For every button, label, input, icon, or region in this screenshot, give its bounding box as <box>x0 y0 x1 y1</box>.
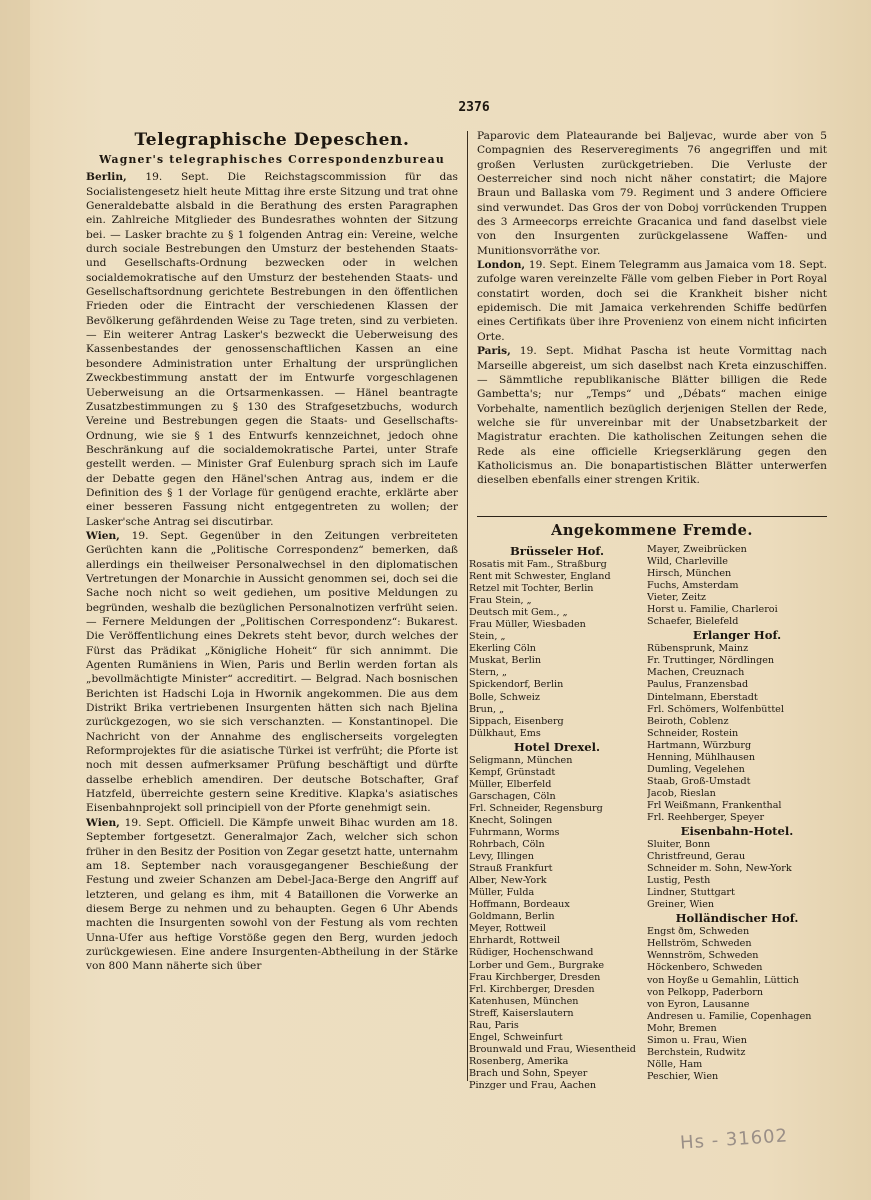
dispatch-paragraph <box>477 129 827 258</box>
section-rule <box>477 516 827 517</box>
guest-entry: Dumling, Vegelehen <box>647 763 745 775</box>
guest-entry: Brach und Sohn, Speyer <box>469 1067 588 1079</box>
guest-entry: Streff, Kaiserslautern <box>469 1007 574 1019</box>
guest-entry: Dintelmann, Eberstadt <box>647 691 758 703</box>
guest-entry: Frl. Schneider, Regensburg <box>469 802 603 814</box>
guest-entry: Christfreund, Gerau <box>647 851 746 863</box>
dispatch-text: 19. Sept. Gegenüber in den Zeitungen verbreiteten Gerüchten kann die „Politische Correspondenz“ bemerken, daß allerdings ein theilweiser Personalwechsel in den diplomatischen Vertretungen der Monarchie in Aussicht genommen sei, doch sei die Sache noch nicht so weit gediehen, um positive Meldungen zu begründen, weshalb die bezüglichen Personalnotizen verfrüht seien. — Fernere Meldungen der „Politischen Correspondenz“: Bukarest. Die Veröffentlichung eines Dekrets steht bevor, durch welches der Fürst das Prädikat „Königliche Hoheit“ für sich annimmt. Die Agenten Rumäniens in Wien, Paris und Berlin werden fortan als „bevollmächtigte Minister“ accreditirt. — Belgrad. Nach bosnischen Berichten ist Hadschi Loja in Hwornik angekommen. Die aus dem Distrikt Brika vertriebenen Insurgenten hätten sich nach Bjelina zurückgezogen, wo sie sich verschanzten. — Konstantinopel. Die Nachricht von der Annahme des englischerseits vorgelegten Reformprojektes für die asiatische Türkei ist verfrüht; die Pforte ist noch mit dessen aufmerksamer Prüfung beschäftigt und dürfte dasselbe erheblich amendiren. Der deutsche Botschafter, Graf Hatzfeld, überreichte gestern seine Kreditive. Klapka's asiatisches Eisenbahnprojekt soll principiell von der Pforte genehmigt sein. <box>86 529 458 815</box>
guest-entry: Müller, Fulda <box>469 887 535 899</box>
guest-entry: Paulus, Franzensbad <box>647 679 749 691</box>
guest-entry: Beiroth, Coblenz <box>647 715 729 727</box>
guest-entry: Rent mit Schwester, England <box>469 571 611 583</box>
guest-entry: Rau, Paris <box>469 1019 519 1031</box>
dispatch-dateline: Wien, <box>86 816 120 829</box>
dispatch-text: 19. Sept. Midhat Pascha ist heute Vormittag nach Marseille abgereist, um sich daselbst nach Kreta einzuschiffen. — Sämmtliche republikanische Blätter billigen die Rede Gambetta's; nur „Temps“ und „Débats“ machen einige Vorbehalte, namentlich bezüglich derjenigen Stellen der Rede, welche sie für unvereinbar mit der Unabsetzbarkeit der Magistratur erachten. Die katholischen Zeitungen sehen die Rede als eine officielle Kriegserklärung gegen den Katholicismus an. Die bonapartistischen Blätter unterwerfen dieselben ebenfalls einer strengen Kritik. <box>477 345 827 487</box>
dispatch-dateline: Wien, <box>86 529 120 542</box>
guest-entry: Muskat, Berlin <box>469 655 542 667</box>
guest-entry: Henning, Mühlhausen <box>647 751 755 763</box>
guest-entry: Schaefer, Bielefeld <box>647 616 739 628</box>
left-column <box>86 129 458 974</box>
hotel-heading: Holländischer Hof. <box>675 911 799 926</box>
guest-entry: Frau Müller, Wiesbaden <box>469 619 586 631</box>
guest-entry: Rübensprunk, Mainz <box>647 643 749 655</box>
guest-entry: Staab, Groß-Umstadt <box>647 775 751 787</box>
guest-entry: Hirsch, München <box>647 568 732 580</box>
guest-entry: Höckenbero, Schweden <box>647 962 763 974</box>
guest-entry: Andresen u. Familie, Copenhagen <box>647 1010 812 1022</box>
arrivals-section <box>469 512 827 1124</box>
guest-entry: Mohr, Bremen <box>647 1022 717 1034</box>
dispatch-text: 19. Sept. Einem Telegramm aus Jamaica vom 18. Sept. zufolge waren vereinzelte Fälle vom gelben Fieber in Port Royal constatirt worden, doch sei die Krankheit bisher nicht epidemisch. Die mit Jamaica verkehrenden Schiffe bedürfen eines Certifikats über ihre Provenienz von einem nicht inficirten Orte. <box>477 259 827 343</box>
dispatch-paragraph <box>86 170 458 529</box>
guest-entry: Wennström, Schweden <box>647 950 759 962</box>
dispatch-text: 19. Sept. Die Reichstagscommission für das Socialistengesetz hielt heute Mittag ihre erste Sitzung und trat ohne Generaldebatte alsbald in die Berathung des ersten Paragraphen ein. Zahlreiche Mitglieder des Bundesrathes wohnten der Sitzung bei. — Lasker brachte zu § 1 folgenden Antrag ein: Vereine, welche durch sociale Bestrebungen den Umsturz der bestehenden Staats- und Gesellschafts-Ordnung bezwecken oder in welchen socialdemokratische auf den Umsturz der bestehenden Staats- und Gesellschaftsordnung gerichtete Bestrebungen in den öffentlichen Frieden oder die Eintracht der verschiedenen Klassen der Bevölkerung gefährdenden Weise zu Tage treten, sind zu verbieten. — Ein weiterer Antrag Lasker's bezweckt die Ueberweisung des Kassenbestandes der genossenschaftlichen Kassen an eine besondere Administration unter Erhaltung der ursprünglichen Zweckbestimmung anstatt der im Entwurfe vorgeschlagenen Ueberweisung an die Ortsarmenkassen. — Hänel beantragte Zusatzbestimmungen zu § 130 des Strafgesetzbuchs, wodurch Vereine und Bestrebungen gegen die Staats- und Gesellschafts-Ordnung, wie sie § 1 des Entwurfs kennzeichnet, jedoch ohne Beschränkung auf die socialdemokratische Partei, unter Strafe gestellt werden. — Minister Graf Eulenburg sprach sich im Laufe der Debatte gegen den Hänel'schen Antrag aus, indem er die Definition des § 1 der Vorlage für genügend erachte, erklärte aber einer besseren Fassung nicht entgegentreten zu wollen; der Lasker'sche Antrag sei discutirbar. <box>86 171 458 528</box>
guest-entry: Ehrhardt, Rottweil <box>469 935 561 947</box>
guest-entry: Rüdiger, Hochenschwand <box>469 947 594 959</box>
guest-entry: Frau Kirchberger, Dresden <box>469 971 601 983</box>
guest-entry: Frl. Reehberger, Speyer <box>647 811 765 823</box>
guest-entry: Frl Weißmann, Frankenthal <box>647 799 782 811</box>
guest-entry: Frl. Kirchberger, Dresden <box>469 983 595 995</box>
guest-entry: Garschagen, Cöln <box>469 790 556 802</box>
guest-entry: Rosenberg, Amerika <box>469 1055 569 1067</box>
dispatch-dateline: London, <box>477 259 526 272</box>
hotel-heading: Eisenbahn-Hotel. <box>680 824 794 839</box>
hotel-heading: Brüsseler Hof. <box>510 544 604 558</box>
guest-entry: Horst u. Familie, Charleroi <box>647 604 778 616</box>
guest-entry: Goldmann, Berlin <box>469 911 555 923</box>
guest-entry: Hoffmann, Bordeaux <box>469 899 570 911</box>
guest-entry: Seligmann, München <box>469 754 573 766</box>
guest-entry: Lindner, Stuttgart <box>647 887 735 899</box>
dispatch-paragraph <box>86 816 458 974</box>
guest-entry: Katenhusen, München <box>469 995 579 1007</box>
guest-entry: Brun, „ <box>469 703 505 715</box>
section-subtitle: Wagner's telegraphisches Correspondenzbureau <box>99 153 445 166</box>
guest-entry: Jacob, Rieslan <box>647 787 716 799</box>
guest-entry: Strauß Frankfurt <box>469 863 553 875</box>
guest-entry: Lustig, Pesth <box>647 875 711 887</box>
guest-entry: Schneider, Rostein <box>647 727 739 739</box>
guest-entry: Fuhrmann, Worms <box>469 826 560 838</box>
right-column <box>477 129 827 488</box>
dispatch-list-right <box>477 129 827 488</box>
guest-entry: Meyer, Rottweil <box>469 923 546 935</box>
guest-entry: Hellström, Schweden <box>647 938 752 950</box>
guest-entry: Peschier, Wien <box>647 1070 719 1082</box>
page-number: 2376 <box>458 100 490 115</box>
guest-entry: Lorber und Gem., Burgrake <box>469 959 605 971</box>
guest-entry: Stein, „ <box>469 631 506 643</box>
guest-entry: Berchstein, Rudwitz <box>647 1046 746 1058</box>
guest-entry: Simon u. Frau, Wien <box>647 1034 747 1046</box>
guest-entry: Fr. Truttinger, Nördlingen <box>647 655 775 667</box>
guest-entry: Retzel mit Tochter, Berlin <box>469 583 594 595</box>
guest-entry: Sluiter, Bonn <box>647 839 711 851</box>
guest-entry: Deutsch mit Gem., „ <box>469 607 568 619</box>
guest-entry: von Hoyße u Gemahlin, Lüttich <box>647 974 799 986</box>
dispatch-paragraph <box>477 258 827 344</box>
guest-entry: Vieter, Zeitz <box>647 592 706 604</box>
guest-entry: Kempf, Grünstadt <box>469 766 556 778</box>
guest-entry: Fuchs, Amsterdam <box>647 580 739 592</box>
guest-entry: Alber, New-York <box>469 875 547 887</box>
page-edge-shadow <box>0 0 30 1200</box>
guest-entry: Engst ðm, Schweden <box>647 926 750 938</box>
guest-entry: Levy, Illingen <box>469 851 534 863</box>
arrivals-title: Angekommene Fremde. <box>551 522 753 539</box>
guest-entry: von Eyron, Lausanne <box>647 998 750 1010</box>
guest-entry: Schneider m. Sohn, New-York <box>647 863 792 875</box>
guest-entry: Greiner, Wien <box>647 899 715 911</box>
guest-entry: Machen, Creuznach <box>647 667 745 679</box>
dispatch-paragraph <box>477 344 827 487</box>
guest-entry: Rohrbach, Cöln <box>469 839 545 851</box>
hotel-heading: Erlanger Hof. <box>692 628 782 643</box>
guest-entry: Pinzger und Frau, Aachen <box>469 1079 597 1091</box>
guest-entry: Engel, Schweinfurt <box>469 1031 563 1043</box>
dispatch-paragraph <box>86 529 458 816</box>
column-divider <box>467 131 468 1081</box>
dispatch-dateline: Paris, <box>477 345 511 358</box>
guest-entry: Ekerling Cöln <box>469 643 536 655</box>
guest-entry: Bolle, Schweiz <box>469 691 540 703</box>
guest-entry: Müller, Elberfeld <box>469 778 552 790</box>
dispatch-text: 19. Sept. Officiell. Die Kämpfe unweit Bihac wurden am 18. September fortgesetzt. Generalmajor Zach, welcher sich schon früher in den Besitz der Position von Zegar gesetzt hatte, unternahm am 18. September nach vorausgegangener Beschießung der Festung und zweier Schanzen am Debel-Jaca-Berge den Angriff auf letzteren, und gelang es ihm, mit 4 Bataillonen die Vorwerke an diesem Berge zu nehmen und zu behaupten. Gegen 6 Uhr Abends machten die Insurgenten sowohl von der Festung als vom rechten Unna-Ufer aus heftige Vorstöße gegen den Berg, wurden jedoch zurückgewiesen. Eine andere Insurgenten-Abtheilung in der Stärke von 800 Mann näherte sich über <box>86 816 458 973</box>
guest-entry: Frl. Schömers, Wolfenbüttel <box>647 703 784 715</box>
arrivals-column-2 <box>647 544 827 1083</box>
section-title: Telegraphische Depeschen. <box>134 130 410 150</box>
guest-entry: Rosatis mit Fam., Straßburg <box>469 559 607 570</box>
guest-entry: Sippach, Eisenberg <box>469 715 564 727</box>
hotel-heading: Hotel Drexel. <box>513 739 601 754</box>
dispatch-dateline: Berlin, <box>86 171 127 184</box>
guest-entry: Mayer, Zweibrücken <box>647 544 747 555</box>
guest-entry: Stern, „ <box>469 667 507 679</box>
guest-entry: Brounwald und Frau, Wiesentheid <box>469 1043 636 1055</box>
guest-entry: Spickendorf, Berlin <box>469 679 564 691</box>
guest-entry: Knecht, Solingen <box>469 814 553 826</box>
dispatch-text: Paparovic dem Plateaurande bei Baljevac, wurde aber von 5 Compagnien des Reserveregiments 76 angegriffen und mit großen Verlusten zurückgetrieben. Die Verluste der Oesterreicher sind noch nicht näher constatirt; die Majore Braun und Ballaska vom 79. Regiment und 3 andere Officiere sind verwundet. Das Gros der von Doboj vorrückenden Truppen des 3 Armeecorps erreichte Gracanica und fand daselbst viele von den Insurgenten zurückgelassene Waffen- und Munitionsvorräthe vor. <box>477 130 827 257</box>
guest-entry: Hartmann, Würzburg <box>647 739 752 751</box>
arrivals-column-1 <box>469 544 645 1092</box>
guest-entry: Nölle, Ham <box>647 1058 703 1070</box>
dispatch-list-left <box>86 170 458 973</box>
guest-entry: Wild, Charleville <box>647 556 728 568</box>
archive-number: Hs - 31602 <box>679 1125 789 1154</box>
guest-entry: Frau Stein, „ <box>469 595 532 607</box>
guest-entry: Dülkhaut, Ems <box>469 727 541 739</box>
guest-entry: von Pelkopp, Paderborn <box>647 986 763 998</box>
